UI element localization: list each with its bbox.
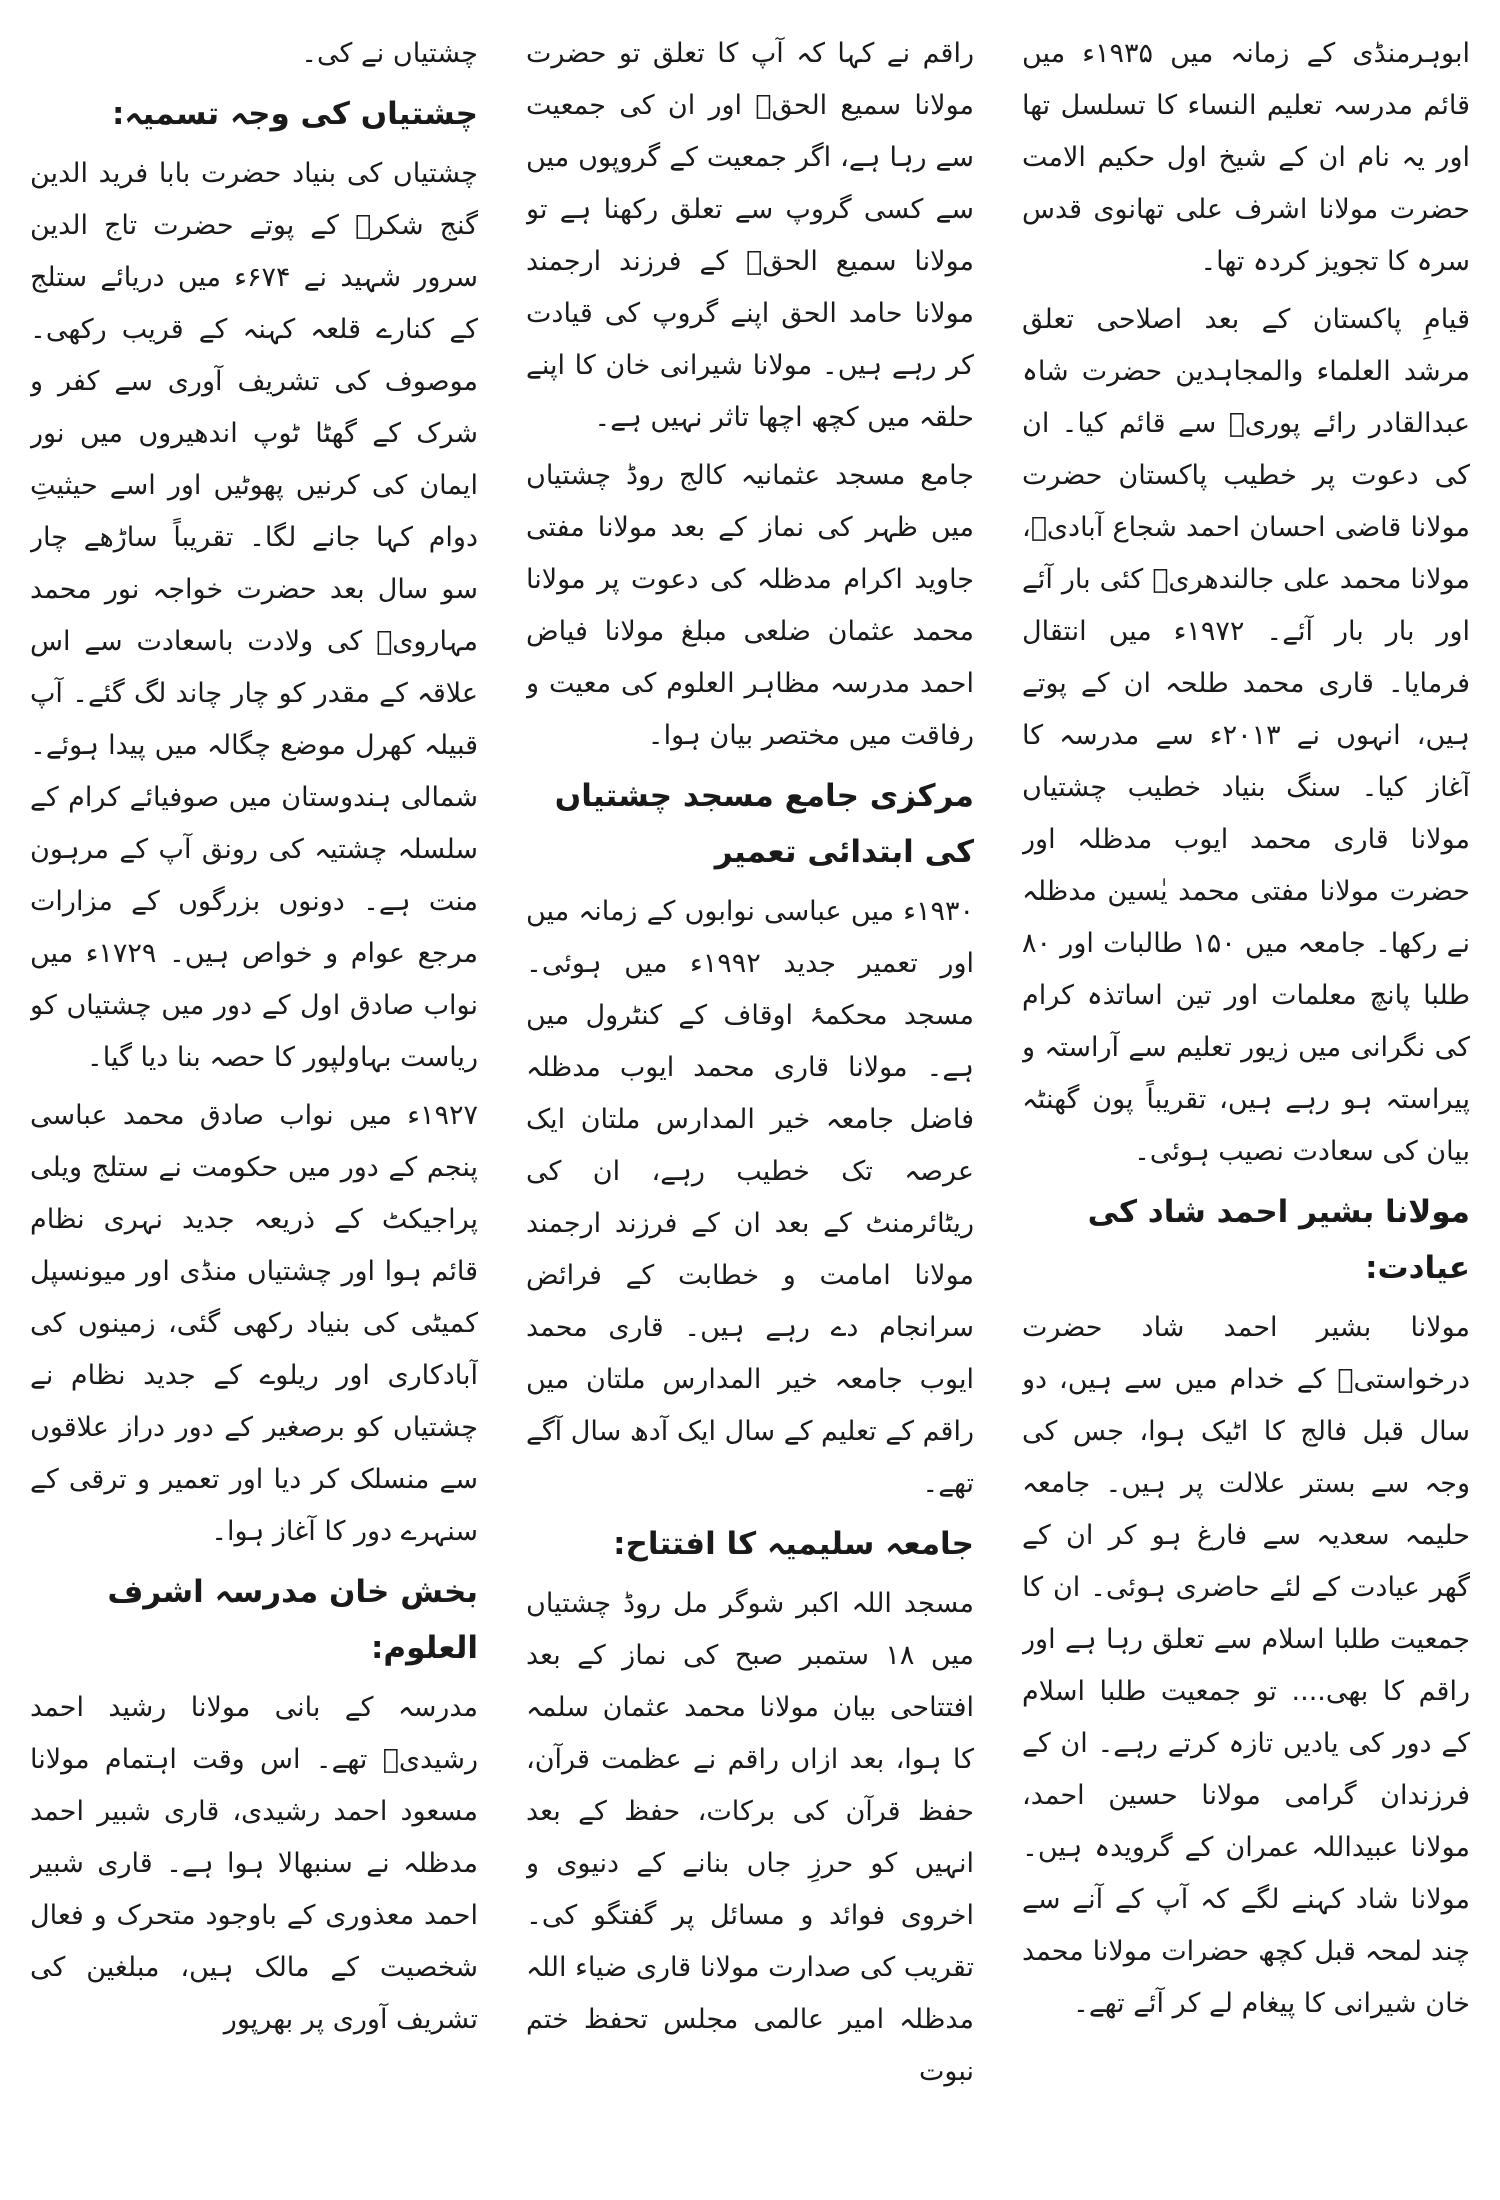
body-paragraph: مولانا بشیر احمد شاد حضرت درخواستیؒ کے خدام میں سے ہیں، دو سال قبل فالج کا اٹیک ہوا، جس کی وجہ سے بستر علالت پر ہیں۔ جامعہ حلیمہ سعدیہ سے فارغ ہو کر ان کے گھر عیادت کے لئے حاضری ہوئی۔ ان کا جمعیت طلبا اسلام سے تعلق رہا ہے اور راقم کا بھی.... تو جمعیت طلبا اسلام کے دور کی یادیں تازہ کرتے رہے۔ ان کے فرزندان گرامی مولانا حسین احمد، مولانا عبیداللہ عمران کے گرویدہ ہیں۔ مولانا شاد کہنے لگے کہ آپ کے آنے سے چند لمحہ قبل کچھ حضرات مولانا محمد خان شیرانی کا پیغام لے کر آئے تھے۔ [1022,1312,1470,2019]
body-paragraph: ابوہرمنڈی کے زمانہ میں ۱۹۳۵ء میں قائم مدرسہ تعلیم النساء کا تسلسل تھا اور یہ نام ان کے شیخ اول حکیم الامت حضرت مولانا اشرف علی تھانوی قدس سرہ کا تجویز کردہ تھا۔ [1022,38,1470,277]
body-paragraph: مسجد اللہ اکبر شوگر مل روڈ چشتیاں میں ۱۸ ستمبر صبح کی نماز کے بعد افتتاحی بیان مولانا محمد عثمان سلمہ کا ہوا، بعد ازاں راقم نے عظمت قرآن، حفظ قرآن کی برکات، حفظ کے بعد انہیں کو حرزِ جاں بنانے کے دنیوی و اخروی فوائد و مسائل پر گفتگو کی۔ تقریب کی صدارت مولانا قاری ضیاء اللہ مدظلہ امیر عالمی مجلس تحفظ ختم نبوت [526,1588,974,2087]
section-heading: مولانا بشیر احمد شاد کی عیادت: [1087,1194,1470,1286]
section-heading: مرکزی جامع مسجد چشتیاں کی ابتدائی تعمیر [554,778,974,870]
section-heading: چشتیاں کی وجہ تسمیہ: [111,96,478,132]
body-paragraph: مدرسہ کے بانی مولانا رشید احمد رشیدیؒ تھے۔ اس وقت اہتمام مولانا مسعود احمد رشیدی، قاری شبیر احمد مدظلہ نے سنبھالا ہوا ہے۔ قاری شبیر احمد معذوری کے باوجود متحرک و فعال شخصیت کے مالک ہیں، مبلغین کی تشریف آوری پر بھرپور [30,1692,478,2035]
body-paragraph: چشتیاں کی بنیاد حضرت بابا فرید الدین گنج شکرؒ کے پوتے حضرت تاج الدین سرور شہید نے ۶۷۴ء میں دریائے ستلج کے کنارے قلعہ کہنہ کے قریب رکھی۔ موصوف کی تشریف آوری سے کفر و شرک کے گھٹا ٹوپ اندھیروں میں نور ایمان کی کرنیں پھوٹیں اور اسے حیثیتِ دوام کہا جانے لگا۔ تقریباً ساڑھے چار سو سال بعد حضرت خواجہ نور محمد مہارویؒ کی ولادت باسعادت سے اس علاقہ کے مقدر کو چار چاند لگ گئے۔ آپ قبیلہ کھرل موضع چگالہ میں پیدا ہوئے۔ شمالی ہندوستان میں صوفیائے کرام کے سلسلہ چشتیہ کی رونق آپ کے مرہون منت ہے۔ دونوں بزرگوں کے مزارات مرجع عوام و خواص ہیں۔ ۱۷۲۹ء میں نواب صادق اول کے دور میں چشتیاں کو ریاست بہاولپور کا حصہ بنا دیا گیا۔ [30,158,478,1073]
article-column-left [30,28,478,2200]
body-paragraph: چشتیاں نے کی۔ [301,38,478,69]
article-column-right [1022,28,1470,2200]
body-paragraph: جامع مسجد عثمانیہ کالج روڈ چشتیاں میں ظہر کی نماز کے بعد مولانا مفتی جاوید اکرام مدظلہ کی دعوت پر مولانا محمد عثمان ضلعی مبلغ مولانا فیاض احمد مدرسہ مظاہر العلوم کی معیت و رفاقت میں مختصر بیان ہوا۔ [526,460,974,751]
section-heading: بخش خان مدرسہ اشرف العلوم: [107,1574,478,1666]
section-heading: جامعہ سلیمیہ کا افتتاح: [613,1526,974,1562]
body-paragraph: راقم نے کہا کہ آپ کا تعلق تو حضرت مولانا سمیع الحقؒ اور ان کی جمعیت سے رہا ہے، اگر جمعیت کے گروپوں میں سے کسی گروپ سے تعلق رکھنا ہے تو مولانا سمیع الحقؒ کے فرزند ارجمند مولانا حامد الحق اپنے گروپ کی قیادت کر رہے ہیں۔ مولانا شیرانی خان کا اپنے حلقہ میں کچھ اچھا تاثر نہیں ہے۔ [526,38,974,433]
body-paragraph: ۱۹۲۷ء میں نواب صادق محمد عباسی پنجم کے دور میں حکومت نے ستلج ویلی پراجیکٹ کے ذریعہ جدید نہری نظام قائم ہوا اور چشتیاں منڈی اور میونسپل کمیٹی کی بنیاد رکھی گئی، زمینوں کی آبادکاری اور ریلوے کے جدید نظام نے چشتیاں کو برصغیر کے دور دراز علاقوں سے منسلک کر دیا اور تعمیر و ترقی کے سنہرے دور کا آغاز ہوا۔ [30,1100,478,1547]
body-paragraph: قیامِ پاکستان کے بعد اصلاحی تعلق مرشد العلماء والمجاہدین حضرت شاہ عبدالقادر رائے پوریؒ سے قائم کیا۔ ان کی دعوت پر خطیب پاکستان حضرت مولانا قاضی احسان احمد شجاع آبادیؒ، مولانا محمد علی جالندھریؒ کئی بار آئے اور بار بار آئے۔ ۱۹۷۲ء میں انتقال فرمایا۔ قاری محمد طلحہ ان کے پوتے ہیں، انہوں نے ۲۰۱۳ء سے مدرسہ کا آغاز کیا۔ سنگ بنیاد خطیب چشتیاں مولانا قاری محمد ایوب مدظلہ اور حضرت مولانا مفتی محمد یٰسین مدظلہ نے رکھا۔ جامعہ میں ۱۵۰ طالبات اور ۸۰ طلبا پانچ معلمات اور تین اساتذہ کرام کی نگرانی میں زیور تعلیم سے آراستہ و پیراستہ ہو رہے ہیں، تقریباً پون گھنٹہ بیان کی سعادت نصیب ہوئی۔ [1022,304,1470,1167]
article-column-middle [526,28,974,2200]
body-paragraph: ۱۹۳۰ء میں عباسی نوابوں کے زمانہ میں اور تعمیر جدید ۱۹۹۲ء میں ہوئی۔ مسجد محکمۂ اوقاف کے کنٹرول میں ہے۔ مولانا قاری محمد ایوب مدظلہ فاضل جامعہ خیر المدارس ملتان ایک عرصہ تک خطیب رہے، ان کی ریٹائرمنٹ کے بعد ان کے فرزند ارجمند مولانا امامت و خطابت کے فرائض سرانجام دے رہے ہیں۔ قاری محمد ایوب جامعہ خیر المدارس ملتان میں راقم کے تعلیم کے سال ایک آدھ سال آگے تھے۔ [526,896,974,1499]
